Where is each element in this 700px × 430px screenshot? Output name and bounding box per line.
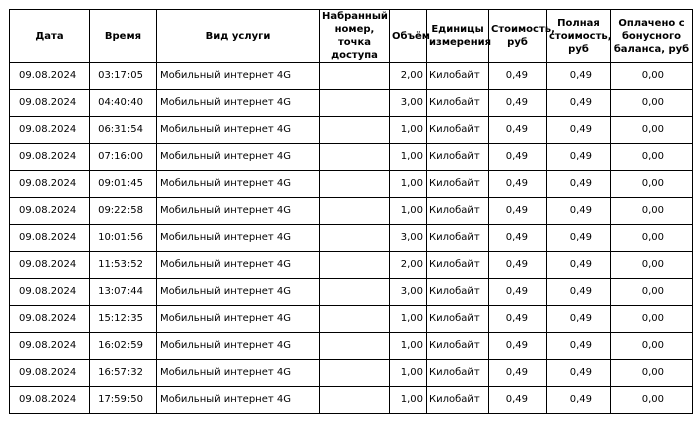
- cell-service: Мобильный интернет 4G: [157, 90, 320, 117]
- cell-number: [320, 360, 390, 387]
- cell-volume: 1,00: [390, 144, 427, 171]
- cell-bonus: 0,00: [611, 306, 693, 333]
- cell-volume: 3,00: [390, 279, 427, 306]
- table-row: [10, 252, 693, 279]
- header-service: Вид услуги: [157, 10, 320, 63]
- cell-price: 0,49: [489, 144, 547, 171]
- cell-volume: 1,00: [390, 360, 427, 387]
- table-row: [10, 144, 693, 171]
- header-date: Дата: [10, 10, 90, 63]
- cell-price: 0,49: [489, 279, 547, 306]
- cell-volume: 2,00: [390, 63, 427, 90]
- cell-time: 15:12:35: [90, 306, 157, 333]
- cell-time: 11:53:52: [90, 252, 157, 279]
- cell-date: 09.08.2024: [10, 360, 90, 387]
- cell-date: 09.08.2024: [10, 117, 90, 144]
- cell-date: 09.08.2024: [10, 198, 90, 225]
- cell-number: [320, 225, 390, 252]
- cell-unit: Килобайт: [427, 63, 489, 90]
- cell-full-price: 0,49: [547, 144, 611, 171]
- table-header-row: [10, 10, 693, 63]
- cell-bonus: 0,00: [611, 225, 693, 252]
- cell-number: [320, 63, 390, 90]
- table-row: [10, 279, 693, 306]
- cell-price: 0,49: [489, 333, 547, 360]
- cell-price: 0,49: [489, 360, 547, 387]
- cell-full-price: 0,49: [547, 198, 611, 225]
- cell-unit: Килобайт: [427, 333, 489, 360]
- cell-price: 0,49: [489, 252, 547, 279]
- cell-time: 04:40:40: [90, 90, 157, 117]
- cell-date: 09.08.2024: [10, 387, 90, 414]
- header-full-price: Полная стоимость, руб: [547, 10, 611, 63]
- cell-time: 17:59:50: [90, 387, 157, 414]
- cell-service: Мобильный интернет 4G: [157, 63, 320, 90]
- cell-volume: 2,00: [390, 252, 427, 279]
- cell-full-price: 0,49: [547, 90, 611, 117]
- table-row: [10, 225, 693, 252]
- cell-date: 09.08.2024: [10, 252, 90, 279]
- table-row: [10, 63, 693, 90]
- cell-price: 0,49: [489, 387, 547, 414]
- cell-price: 0,49: [489, 225, 547, 252]
- cell-service: Мобильный интернет 4G: [157, 117, 320, 144]
- cell-date: 09.08.2024: [10, 279, 90, 306]
- cell-number: [320, 279, 390, 306]
- cell-time: 09:01:45: [90, 171, 157, 198]
- cell-bonus: 0,00: [611, 90, 693, 117]
- header-time: Время: [90, 10, 157, 63]
- usage-details-table: [9, 9, 693, 414]
- cell-number: [320, 252, 390, 279]
- cell-service: Мобильный интернет 4G: [157, 333, 320, 360]
- table-row: [10, 171, 693, 198]
- cell-volume: 1,00: [390, 333, 427, 360]
- table-row: [10, 198, 693, 225]
- cell-bonus: 0,00: [611, 333, 693, 360]
- cell-number: [320, 171, 390, 198]
- cell-full-price: 0,49: [547, 171, 611, 198]
- cell-unit: Килобайт: [427, 225, 489, 252]
- cell-number: [320, 117, 390, 144]
- table-row: [10, 360, 693, 387]
- header-unit: Единицы измерения: [427, 10, 489, 63]
- cell-unit: Килобайт: [427, 198, 489, 225]
- cell-volume: 1,00: [390, 117, 427, 144]
- cell-price: 0,49: [489, 63, 547, 90]
- cell-bonus: 0,00: [611, 171, 693, 198]
- header-price: Стоимость, руб: [489, 10, 547, 63]
- cell-service: Мобильный интернет 4G: [157, 225, 320, 252]
- cell-unit: Килобайт: [427, 171, 489, 198]
- cell-date: 09.08.2024: [10, 171, 90, 198]
- cell-volume: 1,00: [390, 198, 427, 225]
- cell-unit: Килобайт: [427, 306, 489, 333]
- cell-date: 09.08.2024: [10, 144, 90, 171]
- cell-time: 16:02:59: [90, 333, 157, 360]
- cell-number: [320, 144, 390, 171]
- header-volume: Объём: [390, 10, 427, 63]
- table-row: [10, 90, 693, 117]
- cell-service: Мобильный интернет 4G: [157, 360, 320, 387]
- cell-volume: 3,00: [390, 90, 427, 117]
- cell-volume: 1,00: [390, 306, 427, 333]
- cell-date: 09.08.2024: [10, 306, 90, 333]
- cell-unit: Килобайт: [427, 117, 489, 144]
- cell-price: 0,49: [489, 306, 547, 333]
- cell-bonus: 0,00: [611, 252, 693, 279]
- cell-time: 10:01:56: [90, 225, 157, 252]
- cell-price: 0,49: [489, 171, 547, 198]
- table-row: [10, 306, 693, 333]
- cell-full-price: 0,49: [547, 252, 611, 279]
- cell-time: 16:57:32: [90, 360, 157, 387]
- table-row: [10, 387, 693, 414]
- cell-time: 03:17:05: [90, 63, 157, 90]
- cell-service: Мобильный интернет 4G: [157, 144, 320, 171]
- header-number: Набранный номер, точка доступа: [320, 10, 390, 63]
- cell-bonus: 0,00: [611, 279, 693, 306]
- cell-time: 06:31:54: [90, 117, 157, 144]
- cell-price: 0,49: [489, 90, 547, 117]
- cell-service: Мобильный интернет 4G: [157, 306, 320, 333]
- cell-full-price: 0,49: [547, 333, 611, 360]
- cell-bonus: 0,00: [611, 360, 693, 387]
- cell-date: 09.08.2024: [10, 90, 90, 117]
- cell-unit: Килобайт: [427, 279, 489, 306]
- cell-full-price: 0,49: [547, 306, 611, 333]
- cell-unit: Килобайт: [427, 90, 489, 117]
- cell-time: 13:07:44: [90, 279, 157, 306]
- cell-service: Мобильный интернет 4G: [157, 252, 320, 279]
- cell-bonus: 0,00: [611, 144, 693, 171]
- cell-service: Мобильный интернет 4G: [157, 198, 320, 225]
- table-row: [10, 333, 693, 360]
- cell-full-price: 0,49: [547, 387, 611, 414]
- cell-volume: 3,00: [390, 225, 427, 252]
- cell-full-price: 0,49: [547, 117, 611, 144]
- cell-number: [320, 306, 390, 333]
- cell-date: 09.08.2024: [10, 333, 90, 360]
- cell-time: 09:22:58: [90, 198, 157, 225]
- cell-full-price: 0,49: [547, 63, 611, 90]
- cell-price: 0,49: [489, 117, 547, 144]
- cell-date: 09.08.2024: [10, 63, 90, 90]
- cell-unit: Килобайт: [427, 387, 489, 414]
- cell-bonus: 0,00: [611, 387, 693, 414]
- cell-full-price: 0,49: [547, 225, 611, 252]
- cell-date: 09.08.2024: [10, 225, 90, 252]
- cell-full-price: 0,49: [547, 360, 611, 387]
- cell-service: Мобильный интернет 4G: [157, 279, 320, 306]
- cell-bonus: 0,00: [611, 63, 693, 90]
- cell-number: [320, 333, 390, 360]
- cell-volume: 1,00: [390, 387, 427, 414]
- cell-service: Мобильный интернет 4G: [157, 387, 320, 414]
- cell-number: [320, 198, 390, 225]
- cell-bonus: 0,00: [611, 198, 693, 225]
- header-bonus: Оплачено с бонусного баланса, руб: [611, 10, 693, 63]
- cell-unit: Килобайт: [427, 252, 489, 279]
- cell-time: 07:16:00: [90, 144, 157, 171]
- cell-bonus: 0,00: [611, 117, 693, 144]
- cell-full-price: 0,49: [547, 279, 611, 306]
- cell-volume: 1,00: [390, 171, 427, 198]
- cell-unit: Килобайт: [427, 144, 489, 171]
- table-row: [10, 117, 693, 144]
- cell-service: Мобильный интернет 4G: [157, 171, 320, 198]
- cell-number: [320, 90, 390, 117]
- cell-price: 0,49: [489, 198, 547, 225]
- cell-unit: Килобайт: [427, 360, 489, 387]
- cell-number: [320, 387, 390, 414]
